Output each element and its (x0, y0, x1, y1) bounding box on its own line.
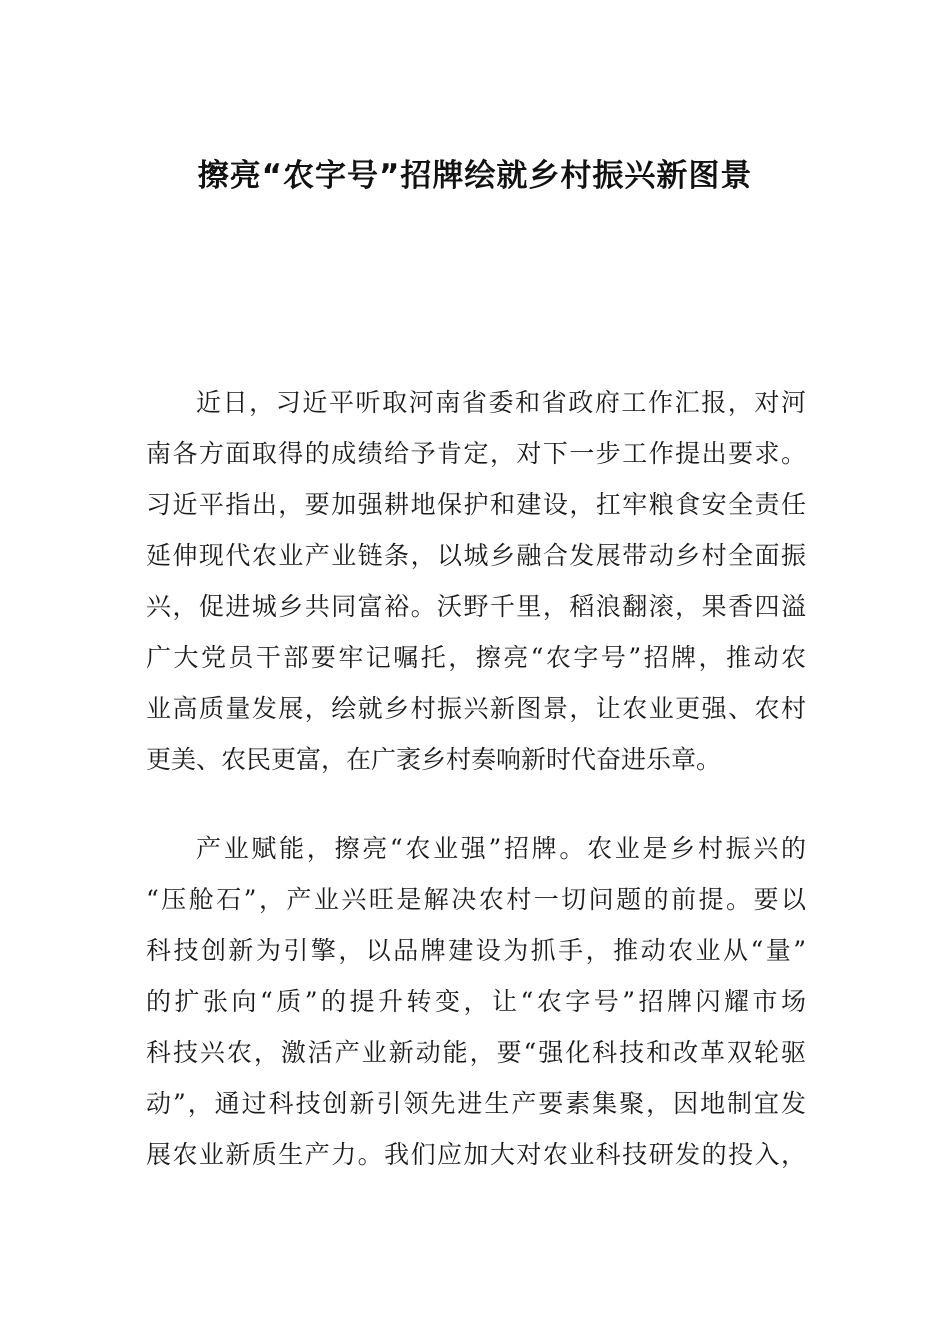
paragraph-2 (146, 823, 806, 1180)
paragraph-line: 业高质量发展，绘就乡村振兴新图景，让农业更强、农村 (146, 694, 806, 723)
paragraph-1 (146, 377, 806, 785)
paragraph-line: 习近平指出，要加强耕地保护和建设，扛牢粮食安全责任 (146, 490, 806, 519)
paragraph-line: “压舱石”，产业兴旺是解决农村一切问题的前提。要以 (146, 885, 806, 914)
paragraph-line: 近日，习近平听取河南省委和省政府工作汇报，对河 (196, 388, 806, 417)
document-title: 擦亮“农字号”招牌绘就乡村振兴新图景 (197, 158, 753, 194)
paragraph-line: 科技创新为引擎，以品牌建设为抓手，推动农业从“量” (146, 936, 806, 965)
paragraph-line: 广大党员干部要牢记嘱托，擦亮“农字号”招牌，推动农 (146, 643, 806, 672)
paragraph-line: 兴，促进城乡共同富裕。沃野千里，稻浪翻滚，果香四溢 (146, 592, 806, 621)
paragraph-line: 南各方面取得的成绩给予肯定，对下一步工作提出要求。 (146, 439, 806, 468)
paragraph-line: 产业赋能，擦亮“农业强”招牌。农业是乡村振兴的 (196, 834, 806, 863)
paragraph-line: 的扩张向“质”的提升转变，让“农字号”招牌闪耀市场 (146, 987, 806, 1016)
paragraph-line: 动”，通过科技创新引领先进生产要素集聚，因地制宜发 (146, 1089, 806, 1118)
paragraph-line: 科技兴农，激活产业新动能，要“强化科技和改革双轮驱 (146, 1038, 806, 1067)
paragraph-line: 更美、农民更富，在广袤乡村奏响新时代奋进乐章。 (146, 745, 722, 774)
paragraph-line: 延伸现代农业产业链条，以城乡融合发展带动乡村全面振 (146, 541, 806, 570)
paragraph-line: 展农业新质生产力。我们应加大对农业科技研发的投入， (146, 1140, 806, 1169)
